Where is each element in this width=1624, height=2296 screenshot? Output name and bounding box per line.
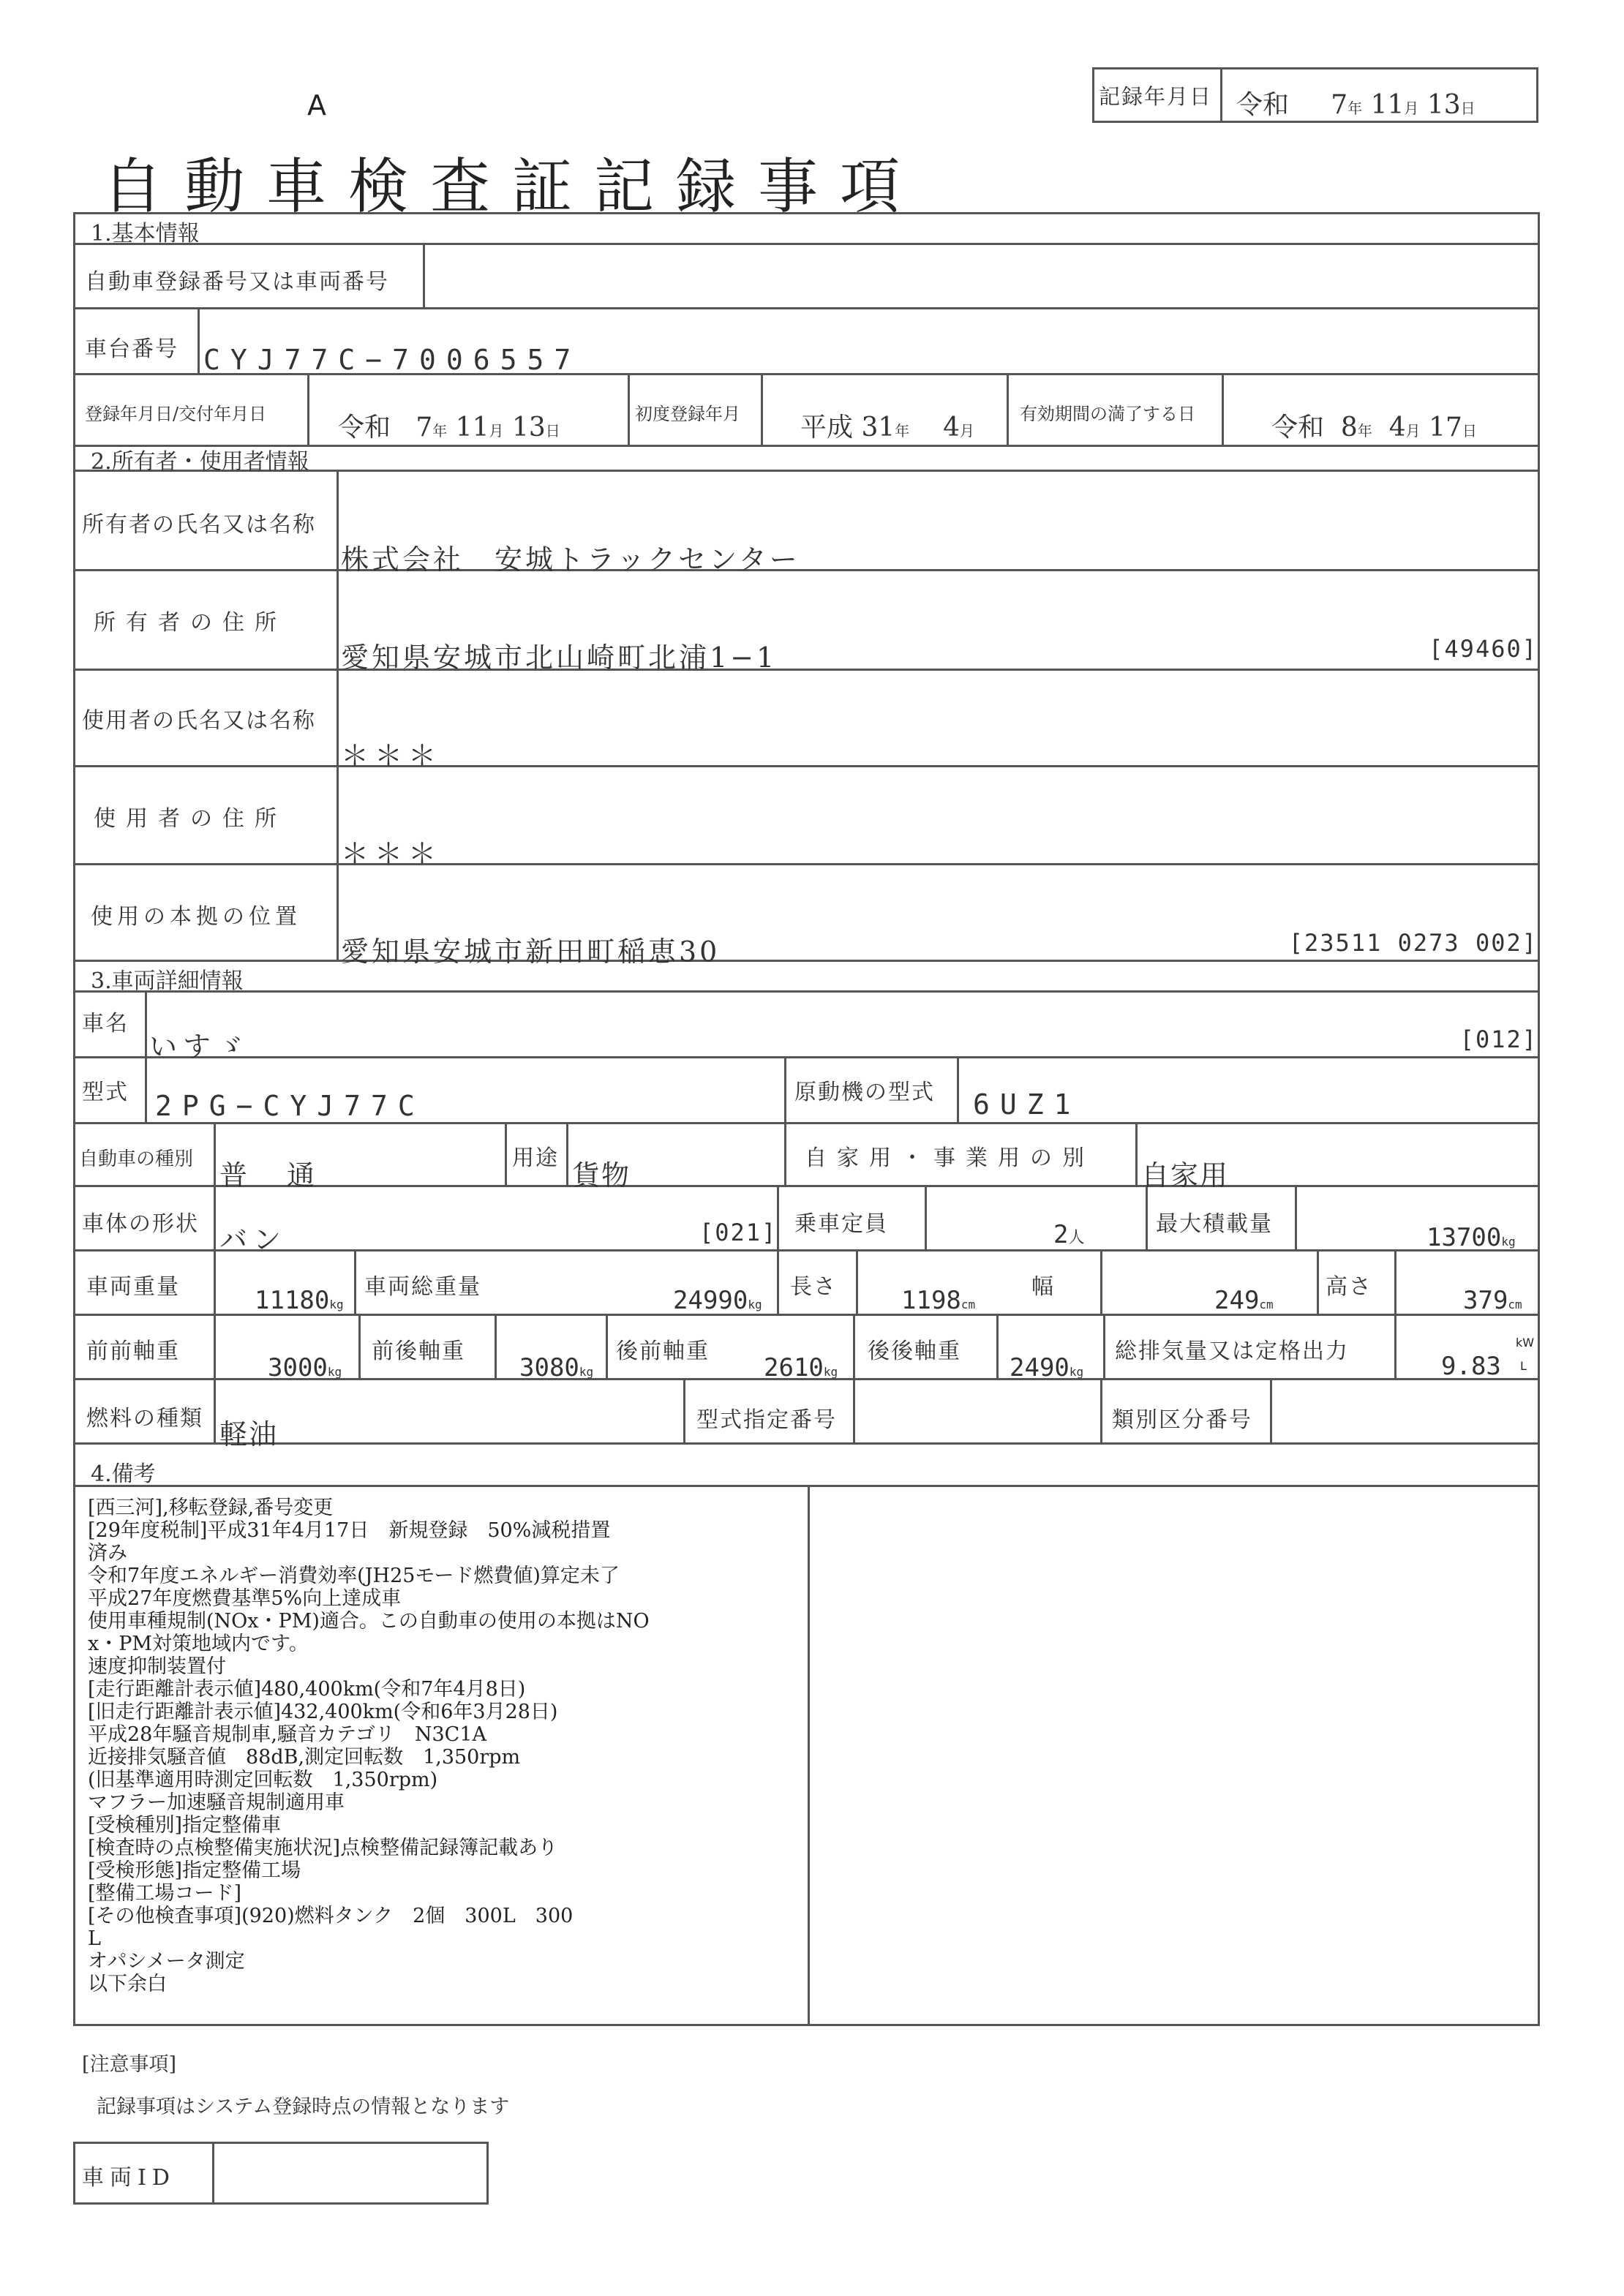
fr-axle-value: 3080kg <box>519 1353 594 1382</box>
weight-label: 車両重量 <box>86 1274 180 1300</box>
engine-label: 原動機の型式 <box>794 1080 935 1105</box>
section2-heading: 2.所有者・使用者情報 <box>91 449 309 475</box>
reg-date-value: 令和 7年 11月 13日 <box>338 413 560 443</box>
fr-axle-label: 前後軸重 <box>372 1339 465 1364</box>
remark-line: [受検種別]指定整備車 <box>88 1814 282 1837</box>
remark-line: 以下余白 <box>88 1973 167 1995</box>
expiry-value: 令和 8年 4月 17日 <box>1271 413 1477 443</box>
car-name-label: 車名 <box>82 1011 129 1036</box>
remark-line: L <box>88 1927 101 1950</box>
type-cert-label: 型式指定番号 <box>696 1407 837 1433</box>
length-value: 1198cm <box>901 1286 976 1315</box>
reg-no-label: 自動車登録番号又は車両番号 <box>85 269 389 295</box>
reg-date-label: 登録年月日/交付年月日 <box>85 404 267 424</box>
base-label: 使用の本拠の位置 <box>91 904 301 930</box>
kind-value: 普 通 <box>219 1159 321 1192</box>
section3-heading: 3.車両詳細情報 <box>91 968 244 994</box>
remark-line: [その他検査事項](920)燃料タンク 2個 300L 300 <box>88 1905 574 1927</box>
owner-addr-label: 所有者の住所 <box>94 610 287 636</box>
capacity-value: 2人 <box>1053 1220 1085 1249</box>
body-value: バン <box>219 1224 287 1256</box>
remark-line: 近接排気騒音値 88dB,測定回転数 1,350rpm <box>88 1746 521 1769</box>
user-addr-label: 使用者の住所 <box>94 806 287 832</box>
width-value: 249cm <box>1214 1286 1274 1315</box>
vehicle-id-label: 車両ID <box>82 2165 176 2191</box>
section1-heading: 1.基本情報 <box>91 221 200 246</box>
user-name-value: ＊＊＊ <box>341 739 443 772</box>
weight-value: 11180kg <box>255 1286 344 1315</box>
remark-line: 使用車種規制(NOx・PM)適合。この自動車の使用の本拠はNO <box>88 1610 650 1633</box>
record-date-value: 令和 7年 11月 13日 <box>1236 90 1475 120</box>
remark-line: (旧基準適用時測定回転数 1,350rpm) <box>88 1769 438 1791</box>
remark-line: [検査時の点検整備実施状況]点検整備記録簿記載あり <box>88 1837 558 1859</box>
disp-label: 総排気量又は定格出力 <box>1115 1339 1349 1364</box>
fuel-value: 軽油 <box>219 1418 279 1450</box>
capacity-label: 乗車定員 <box>794 1211 888 1237</box>
remark-line: 令和7年度エネルギー消費効率(JH25モード燃費値)算定未了 <box>88 1565 620 1587</box>
remark-line: マフラー加速騒音規制適用車 <box>88 1791 345 1814</box>
model-value: 2PG−CYJ77C <box>155 1090 425 1122</box>
remark-line: [旧走行距離計表示値]432,400km(令和6年3月28日) <box>88 1701 558 1723</box>
ff-axle-label: 前前軸重 <box>86 1339 180 1364</box>
disp-unit-l: L <box>1520 1359 1527 1373</box>
user-addr-value: ＊＊＊ <box>341 838 443 870</box>
gross-label: 車両総重量 <box>364 1274 481 1300</box>
maxload-label: 最大積載量 <box>1156 1211 1273 1237</box>
remark-line: 平成28年騒音規制車,騒音カテゴリ N3C1A <box>88 1723 486 1746</box>
remark-line: x・PM対策地域内です。 <box>88 1633 309 1655</box>
private-label: 自家用・事業用の別 <box>805 1145 1094 1171</box>
remark-line: 速度抑制装置付 <box>88 1655 226 1678</box>
disp-value: 9.83 <box>1441 1352 1501 1381</box>
remarks-list <box>88 1497 812 1995</box>
body-label: 車体の形状 <box>82 1211 199 1237</box>
remark-line: [整備工場コード] <box>88 1882 242 1905</box>
gross-value: 24990kg <box>673 1286 762 1315</box>
section4-heading: 4.備考 <box>91 1461 156 1487</box>
remark-line: [29年度税制]平成31年4月17日 新規登録 50%減税措置 <box>88 1519 611 1542</box>
length-label: 長さ <box>790 1274 837 1300</box>
chassis-label: 車台番号 <box>85 336 178 362</box>
expiry-label: 有効期間の満了する日 <box>1020 404 1195 424</box>
remark-line: 済み <box>88 1542 127 1565</box>
record-date-label: 記録年月日 <box>1099 84 1213 109</box>
notice-heading: [注意事項] <box>82 2053 177 2076</box>
owner-addr-value: 愛知県安城市北山崎町北浦1−1 <box>341 641 778 674</box>
rr-axle-label: 後後軸重 <box>868 1339 961 1364</box>
width-label: 幅 <box>1031 1274 1055 1300</box>
use-value: 貨物 <box>572 1159 631 1192</box>
remark-line: オパシメータ測定 <box>88 1950 245 1973</box>
owner-name-value: 株式会社 安城トラックセンター <box>341 543 800 576</box>
body-code: [021] <box>699 1219 778 1246</box>
disp-unit-kw: kW <box>1516 1336 1535 1350</box>
use-label: 用途 <box>512 1145 559 1171</box>
model-label: 型式 <box>82 1080 129 1105</box>
rf-axle-label: 後前軸重 <box>616 1339 710 1364</box>
height-value: 379cm <box>1463 1286 1522 1315</box>
kind-label: 自動車の種別 <box>79 1148 194 1170</box>
remark-line: 平成27年度燃費基準5%向上達成車 <box>88 1587 402 1610</box>
ff-axle-value: 3000kg <box>268 1353 342 1382</box>
chassis-value: CYJ77C−7006557 <box>203 344 582 376</box>
rf-axle-value: 2610kg <box>764 1353 838 1382</box>
remark-line: [受検形態]指定整備工場 <box>88 1859 301 1882</box>
user-name-label: 使用者の氏名又は名称 <box>82 708 316 734</box>
first-reg-label: 初度登録年月 <box>635 404 740 424</box>
base-code: [23511 0273 002] <box>1288 929 1538 957</box>
base-addr-value: 愛知県安城市新田町稲恵30 <box>341 936 721 968</box>
private-value: 自家用 <box>1141 1159 1230 1192</box>
remark-line: [西三河],移転登録,番号変更 <box>88 1497 334 1519</box>
remark-line: [走行距離計表示値]480,400km(令和7年4月8日) <box>88 1678 526 1701</box>
class-label: 類別区分番号 <box>1112 1407 1252 1433</box>
owner-addr-code: [49460] <box>1429 635 1538 663</box>
engine-value: 6UZ1 <box>973 1088 1081 1121</box>
first-reg-value: 平成 31年 4月 <box>800 413 974 443</box>
owner-name-label: 所有者の氏名又は名称 <box>82 512 316 538</box>
page-letter: A <box>307 89 326 121</box>
car-name-value: いすゞ <box>149 1031 251 1063</box>
fuel-label: 燃料の種類 <box>86 1406 203 1431</box>
notice-text: 記録事項はシステム登録時点の情報となります <box>97 2096 510 2118</box>
car-name-code: [012] <box>1459 1025 1538 1053</box>
page-title: 自動車検査証記録事項 <box>102 152 922 222</box>
height-label: 高さ <box>1326 1274 1372 1300</box>
maxload-value: 13700kg <box>1426 1223 1516 1252</box>
rr-axle-value: 2490kg <box>1010 1353 1084 1382</box>
